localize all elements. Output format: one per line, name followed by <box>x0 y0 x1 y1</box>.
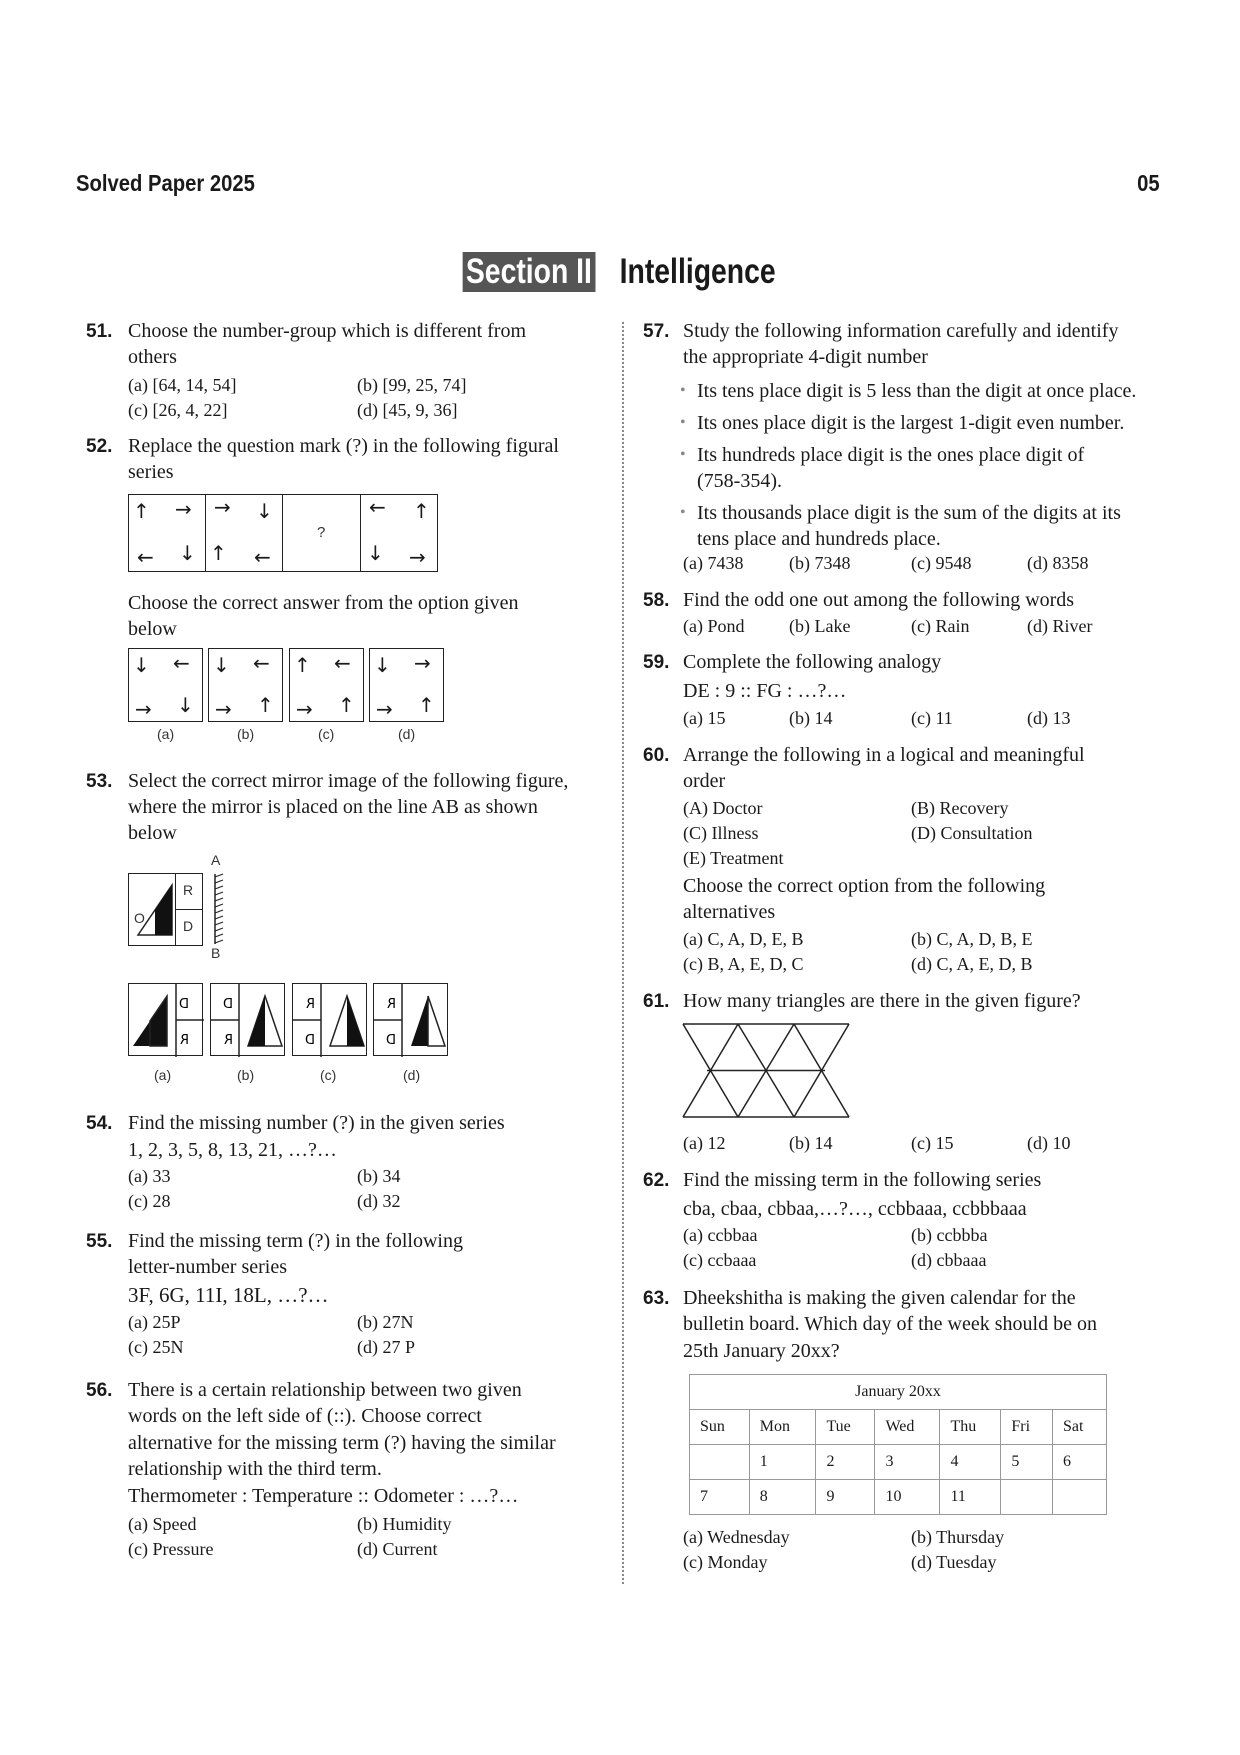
question-text-line: Complete the following analogy <box>683 651 942 673</box>
option-label: (d) <box>398 726 416 742</box>
arrow-down-icon: ↓ <box>256 499 273 523</box>
date-cell: 7 <box>690 1480 750 1515</box>
option-d: (d) 32 <box>357 1191 401 1211</box>
triangle-shape <box>211 984 286 1057</box>
question-text-line: where the mirror is placed on the line AB as shown <box>128 796 538 818</box>
mirror-label-a: A <box>211 852 221 868</box>
arrow-right-icon: → <box>135 697 152 721</box>
question-text-line: Choose the number-group which is different from <box>128 320 527 342</box>
question-text-line: order <box>683 770 726 792</box>
calendar-day-header <box>690 1410 1107 1445</box>
date-cell: 1 <box>749 1445 816 1480</box>
bullet-item: • Its thousands place digit is the sum of the digits at its <box>697 500 1121 526</box>
arrow-up-icon: ↑ <box>210 541 227 565</box>
option-d: (d) C, A, E, D, B <box>911 954 1033 974</box>
option-a: (a) 12 <box>683 1133 726 1153</box>
option-a: (a) Pond <box>683 616 745 636</box>
option-a: (a) 15 <box>683 708 726 728</box>
series-text: cba, cbaa, cbbaa,…?…, ccbbaaa, ccbbbaaa <box>683 1198 1027 1220</box>
question-number: 59. <box>643 652 670 673</box>
item-b: (B) Recovery <box>911 798 1009 818</box>
triangle-shape <box>129 984 204 1057</box>
calendar-week-row <box>690 1445 1107 1480</box>
answer-figure-b <box>208 648 283 722</box>
option-c: (c) 15 <box>911 1133 954 1153</box>
bullet-item-continued: (758-354). <box>697 470 782 492</box>
arrow-up-icon: ↑ <box>413 499 430 523</box>
question-text-line: words on the left side of (::). Choose correct <box>128 1405 482 1427</box>
option-b: (b) ccbbba <box>911 1225 988 1245</box>
option-b: (b) 27N <box>357 1312 414 1332</box>
option-d: (d) 8358 <box>1027 553 1089 573</box>
arrow-right-icon: → <box>376 697 393 721</box>
page-number: 05 <box>1137 170 1160 196</box>
date-cell: 5 <box>1001 1445 1053 1480</box>
svg-text:R: R <box>305 997 315 1012</box>
option-a: (a) 7438 <box>683 553 744 573</box>
option-c: (c) Rain <box>911 616 970 636</box>
answer-figure-a <box>128 648 203 722</box>
option-b: (b) 14 <box>789 708 833 728</box>
option-b: (b) Humidity <box>357 1514 452 1534</box>
svg-text:R: R <box>223 1033 233 1048</box>
running-header-title: Solved Paper 2025 <box>76 170 255 196</box>
question-text-line: letter-number series <box>128 1256 287 1278</box>
option-c: (c) 25N <box>128 1337 184 1357</box>
date-cell: 2 <box>816 1445 875 1480</box>
question-number: 63. <box>643 1288 670 1309</box>
question-text-line: How many triangles are there in the given figure? <box>683 990 1081 1012</box>
question-text-line: series <box>128 461 174 483</box>
date-cell: 4 <box>940 1445 1001 1480</box>
series-figure-4 <box>360 494 438 572</box>
arrow-right-icon: → <box>414 651 431 675</box>
svg-text:D: D <box>178 997 189 1012</box>
option-a: (a) Speed <box>128 1514 197 1534</box>
instruction-line: Choose the correct option from the following <box>683 875 1046 897</box>
calendar-table <box>689 1374 1107 1515</box>
arrow-right-icon: → <box>215 697 232 721</box>
option-a: (a) 25P <box>128 1312 181 1332</box>
date-cell: 8 <box>749 1480 816 1515</box>
analogy-text: Thermometer : Temperature :: Odometer : …?… <box>128 1485 519 1507</box>
question-number: 54. <box>86 1113 113 1134</box>
question-text-line: below <box>128 822 177 844</box>
question-text-line: There is a certain relationship between two given <box>128 1379 522 1401</box>
option-label: (d) <box>403 1067 421 1083</box>
arrow-left-icon: ← <box>173 651 190 675</box>
question-text-line: Study the following information carefully and identify <box>683 320 1119 342</box>
option-b: (b) 14 <box>789 1133 833 1153</box>
date-cell: 3 <box>875 1445 940 1480</box>
letter-o: O <box>134 910 145 926</box>
option-a: (a) ccbbaa <box>683 1225 758 1245</box>
question-text-line: Replace the question mark (?) in the following figural <box>128 435 559 457</box>
date-cell: 6 <box>1052 1445 1106 1480</box>
section-heading <box>0 252 1240 292</box>
triangle-shape <box>374 984 449 1057</box>
svg-text:D: D <box>385 1033 396 1048</box>
svg-text:D: D <box>222 997 233 1012</box>
arrow-down-icon: ↓ <box>177 693 194 717</box>
option-c: (c) Monday <box>683 1552 768 1572</box>
arrow-left-icon: ← <box>369 495 386 519</box>
triangle-shape <box>293 984 368 1057</box>
option-b: (b) Lake <box>789 616 851 636</box>
question-text-line: Find the missing term in the following series <box>683 1169 1042 1191</box>
question-text-line: 25th January 20xx? <box>683 1340 840 1362</box>
instruction-line: alternatives <box>683 901 776 923</box>
arrow-right-icon: → <box>214 495 231 519</box>
mirror-label-b: B <box>211 945 221 961</box>
mirror-option-d <box>373 983 448 1056</box>
series-figure-1 <box>128 494 206 572</box>
item-c: (C) Illness <box>683 823 759 843</box>
arrow-down-icon: ↓ <box>367 541 384 565</box>
section-tag: Section II <box>463 252 596 292</box>
option-label: (c) <box>318 726 335 742</box>
question-number: 53. <box>86 771 113 792</box>
arrow-up-icon: ↑ <box>133 499 150 523</box>
option-label: (c) <box>320 1067 337 1083</box>
option-a: (a) Wednesday <box>683 1527 790 1547</box>
option-b: (b) Thursday <box>911 1527 1005 1547</box>
day-header: Fri <box>1001 1410 1053 1445</box>
day-header: Wed <box>875 1410 940 1445</box>
question-text-line: Arrange the following in a logical and meaningful <box>683 744 1085 766</box>
option-a: (a) C, A, D, E, B <box>683 929 804 949</box>
question-text-line: Find the missing term (?) in the following <box>128 1230 463 1252</box>
arrow-right-icon: → <box>409 545 426 569</box>
option-c: (c) 11 <box>911 708 953 728</box>
instruction-line: below <box>128 618 177 640</box>
section-title: Intelligence <box>620 252 776 291</box>
question-number: 55. <box>86 1231 113 1252</box>
option-b: (b) C, A, D, B, E <box>911 929 1033 949</box>
arrow-down-icon: ↓ <box>179 541 196 565</box>
day-header: Tue <box>816 1410 875 1445</box>
instruction-line: Choose the correct answer from the option given <box>128 592 519 614</box>
triangle-grid-figure <box>683 1024 849 1118</box>
option-c: (c) 28 <box>128 1191 171 1211</box>
bullet-item-continued: tens place and hundreds place. <box>697 528 941 550</box>
arrow-left-icon: ← <box>137 545 154 569</box>
letter-r: R <box>183 882 194 898</box>
option-label: (b) <box>237 1067 255 1083</box>
series-figure-missing <box>282 494 361 572</box>
arrow-down-icon: ↓ <box>133 653 150 677</box>
letter-d: D <box>183 918 194 934</box>
arrow-down-icon: ↓ <box>374 653 391 677</box>
option-d: (d) 27 P <box>357 1337 415 1357</box>
option-d: (d) [45, 9, 36] <box>357 400 458 420</box>
option-b: (b) 34 <box>357 1166 401 1186</box>
option-c: (c) 9548 <box>911 553 972 573</box>
option-c: (c) [26, 4, 22] <box>128 400 228 420</box>
answer-figure-c <box>289 648 364 722</box>
option-label: (a) <box>154 1067 172 1083</box>
mirror-option-b <box>210 983 285 1056</box>
question-text-line: Find the odd one out among the following words <box>683 589 1075 611</box>
date-cell <box>1052 1480 1106 1515</box>
date-cell: 11 <box>940 1480 1001 1515</box>
question-number: 58. <box>643 590 670 611</box>
mirror-option-a <box>128 983 203 1056</box>
bullet-item: • Its hundreds place digit is the ones place digit of <box>697 442 1084 468</box>
column-divider <box>622 322 624 1584</box>
arrow-left-icon: ← <box>254 545 271 569</box>
day-header: Thu <box>940 1410 1001 1445</box>
date-cell <box>1001 1480 1053 1515</box>
option-d: (d) Tuesday <box>911 1552 997 1572</box>
arrow-down-icon: ↓ <box>213 653 230 677</box>
question-text-line: bulletin board. Which day of the week should be on <box>683 1313 1097 1335</box>
option-a: (a) 33 <box>128 1166 171 1186</box>
svg-text:R: R <box>386 997 396 1012</box>
series-text: 3F, 6G, 11I, 18L, …?… <box>128 1283 329 1307</box>
question-number: 57. <box>643 321 670 342</box>
arrow-up-icon: ↑ <box>418 693 435 717</box>
question-text-line: the appropriate 4-digit number <box>683 346 928 368</box>
option-b: (b) [99, 25, 74] <box>357 375 467 395</box>
arrow-up-icon: ↑ <box>338 693 355 717</box>
item-d: (D) Consultation <box>911 823 1033 843</box>
question-number: 62. <box>643 1170 670 1191</box>
question-text-line: Find the missing number (?) in the given series <box>128 1112 505 1134</box>
answer-figure-d <box>369 648 444 722</box>
question-text-line: alternative for the missing term (?) having the similar <box>128 1432 556 1454</box>
option-label: (b) <box>237 726 255 742</box>
option-b: (b) 7348 <box>789 553 851 573</box>
day-header: Sun <box>690 1410 750 1445</box>
date-cell <box>690 1445 750 1480</box>
series-text: 1, 2, 3, 5, 8, 13, 21, …?… <box>128 1139 337 1161</box>
day-header: Mon <box>749 1410 816 1445</box>
option-label: (a) <box>157 726 175 742</box>
arrow-up-icon: ↑ <box>294 653 311 677</box>
option-d: (d) River <box>1027 616 1093 636</box>
calendar-title: January 20xx <box>690 1375 1107 1410</box>
option-d: (d) 10 <box>1027 1133 1071 1153</box>
question-number: 61. <box>643 991 670 1012</box>
question-mark: ? <box>317 524 326 541</box>
option-c: (c) B, A, E, D, C <box>683 954 804 974</box>
item-e: (E) Treatment <box>683 848 784 868</box>
calendar-week-row <box>690 1480 1107 1515</box>
bullet-item: • Its tens place digit is 5 less than the digit at once place. <box>697 378 1136 404</box>
option-d: (d) Current <box>357 1539 438 1559</box>
question-text-line: Select the correct mirror image of the following figure, <box>128 770 569 792</box>
question-number: 60. <box>643 745 670 766</box>
mirror-line <box>213 874 227 944</box>
svg-text:R: R <box>179 1033 189 1048</box>
arrow-right-icon: → <box>296 697 313 721</box>
option-d: (d) cbbaaa <box>911 1250 987 1270</box>
bullet-item: • Its ones place digit is the largest 1-digit even number. <box>697 410 1124 436</box>
question-text-line: relationship with the third term. <box>128 1458 382 1480</box>
svg-text:D: D <box>304 1033 315 1048</box>
option-c: (c) Pressure <box>128 1539 214 1559</box>
series-figure-2 <box>205 494 283 572</box>
arrow-right-icon: → <box>175 497 192 521</box>
arrow-left-icon: ← <box>334 651 351 675</box>
day-header: Sat <box>1052 1410 1106 1445</box>
question-number: 52. <box>86 436 113 457</box>
question-number: 51. <box>86 321 113 342</box>
item-a: (A) Doctor <box>683 798 763 818</box>
date-cell: 9 <box>816 1480 875 1515</box>
date-cell: 10 <box>875 1480 940 1515</box>
option-c: (c) ccbaaa <box>683 1250 757 1270</box>
option-a: (a) [64, 14, 54] <box>128 375 237 395</box>
arrow-left-icon: ← <box>253 651 270 675</box>
arrow-up-icon: ↑ <box>257 693 274 717</box>
question-number: 56. <box>86 1380 113 1401</box>
question-text-line: others <box>128 346 177 368</box>
option-d: (d) 13 <box>1027 708 1071 728</box>
question-text-line: Dheekshitha is making the given calendar for the <box>683 1287 1076 1309</box>
analogy-text: DE : 9 :: FG : …?… <box>683 680 847 702</box>
mirror-option-c <box>292 983 367 1056</box>
